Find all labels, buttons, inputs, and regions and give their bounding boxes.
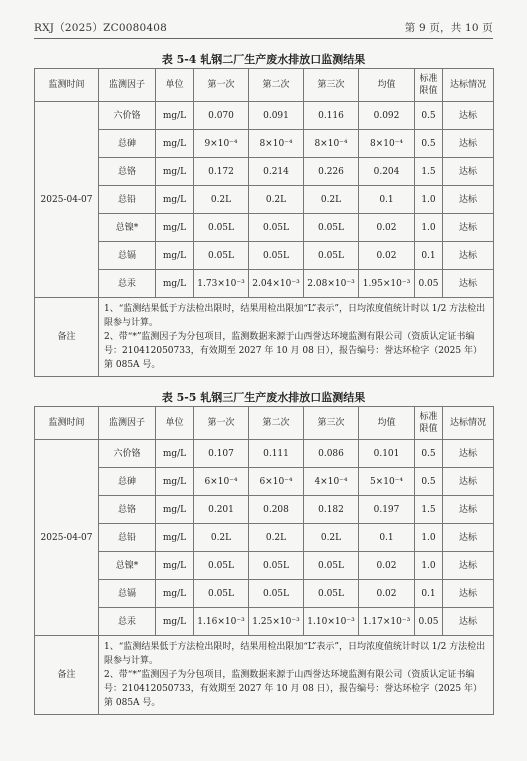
- column-header: 第三次: [304, 407, 359, 440]
- table-row: [35, 102, 494, 130]
- cell-factor: 六价铬: [99, 440, 156, 468]
- cell-unit: mg/L: [156, 552, 194, 580]
- cell-status: 达标: [443, 608, 494, 636]
- column-header: 单位: [156, 407, 194, 440]
- column-header: 监测时间: [35, 69, 99, 102]
- cell-v1: 0.2L: [194, 524, 249, 552]
- table-row: [35, 468, 494, 496]
- page-number: 第 9 页，共 10 页: [404, 22, 493, 34]
- column-header: 单位: [156, 69, 194, 102]
- cell-v3: 4×10⁻⁴: [304, 468, 359, 496]
- note-line: 1、“监测结果低于方法检出限时，结果用检出限加“L”表示”，日均浓度值统计时以 1/2 方法检出限参与计算。: [104, 304, 486, 328]
- cell-status: 达标: [443, 130, 494, 158]
- cell-factor: 总砷: [99, 130, 156, 158]
- cell-unit: mg/L: [156, 130, 194, 158]
- cell-limit: 1.5: [415, 158, 443, 186]
- cell-limit: 1.0: [415, 186, 443, 214]
- table-row: [35, 130, 494, 158]
- cell-v3: 0.226: [304, 158, 359, 186]
- cell-limit: 0.1: [415, 242, 443, 270]
- cell-v2: 0.214: [249, 158, 304, 186]
- cell-v1: 9×10⁻⁴: [194, 130, 249, 158]
- cell-avg: 1.17×10⁻³: [359, 608, 415, 636]
- cell-v2: 6×10⁻⁴: [249, 468, 304, 496]
- cell-v3: 8×10⁻⁴: [304, 130, 359, 158]
- cell-status: 达标: [443, 468, 494, 496]
- cell-v1: 0.172: [194, 158, 249, 186]
- cell-status: 达标: [443, 552, 494, 580]
- table-row: [35, 242, 494, 270]
- notes-label: 备注: [35, 298, 99, 377]
- note-line: 2、带“*”监测因子为分包项目，监测数据来源于山西誉达环境监测有限公司（资质认定证书编号：210412050733，有效期至 2027 年 10 月 08 日），报告编号：誉达环检字（2025 年）第 085A 号。: [104, 670, 482, 708]
- column-header: 第一次: [194, 407, 249, 440]
- cell-avg: 0.02: [359, 580, 415, 608]
- column-header: 标准限值: [415, 407, 443, 440]
- notes-row: [35, 636, 494, 715]
- notes-text: [99, 298, 494, 377]
- cell-limit: 0.05: [415, 608, 443, 636]
- cell-v1: 0.070: [194, 102, 249, 130]
- cell-factor: 总汞: [99, 608, 156, 636]
- cell-v2: 0.05L: [249, 214, 304, 242]
- cell-v2: 8×10⁻⁴: [249, 130, 304, 158]
- cell-factor: 总汞: [99, 270, 156, 298]
- cell-factor: 总砷: [99, 468, 156, 496]
- cell-v2: 2.04×10⁻³: [249, 270, 304, 298]
- cell-unit: mg/L: [156, 270, 194, 298]
- page-header: [34, 20, 493, 35]
- notes-row: [35, 298, 494, 377]
- column-header: 均值: [359, 407, 415, 440]
- cell-unit: mg/L: [156, 440, 194, 468]
- cell-v2: 0.2L: [249, 186, 304, 214]
- table-row: [35, 524, 494, 552]
- table-row: [35, 608, 494, 636]
- cell-v1: 6×10⁻⁴: [194, 468, 249, 496]
- cell-factor: 总铬: [99, 496, 156, 524]
- cell-v2: 0.05L: [249, 242, 304, 270]
- cell-status: 达标: [443, 186, 494, 214]
- notes-text: [99, 636, 494, 715]
- cell-avg: 0.1: [359, 186, 415, 214]
- cell-limit: 1.0: [415, 214, 443, 242]
- report-number: RXJ（2025）ZC0080408: [34, 22, 168, 34]
- cell-v1: 0.05L: [194, 242, 249, 270]
- cell-unit: mg/L: [156, 102, 194, 130]
- cell-v3: 2.08×10⁻³: [304, 270, 359, 298]
- cell-avg: 0.02: [359, 552, 415, 580]
- cell-v3: 0.05L: [304, 214, 359, 242]
- cell-v1: 1.73×10⁻³: [194, 270, 249, 298]
- cell-v2: 0.111: [249, 440, 304, 468]
- cell-limit: 0.5: [415, 130, 443, 158]
- table-caption: 表 5-4 轧钢二厂生产废水排放口监测结果: [161, 53, 366, 66]
- column-header: 第二次: [249, 407, 304, 440]
- cell-status: 达标: [443, 158, 494, 186]
- cell-limit: 0.5: [415, 102, 443, 130]
- cell-v2: 1.25×10⁻³: [249, 608, 304, 636]
- column-header: 标准限值: [415, 69, 443, 102]
- cell-v1: 0.05L: [194, 552, 249, 580]
- cell-avg: 8×10⁻⁴: [359, 130, 415, 158]
- cell-v1: 0.05L: [194, 214, 249, 242]
- table-row: [35, 270, 494, 298]
- cell-avg: 5×10⁻⁴: [359, 468, 415, 496]
- cell-unit: mg/L: [156, 608, 194, 636]
- monitoring-date: 2025-04-07: [35, 102, 99, 298]
- table-row: [35, 158, 494, 186]
- cell-factor: 总铬: [99, 158, 156, 186]
- monitoring-date: 2025-04-07: [35, 440, 99, 636]
- note-line: 2、带“*”监测因子为分包项目，监测数据来源于山西誉达环境监测有限公司（资质认定证书编号：210412050733，有效期至 2027 年 10 月 08 日），报告编号：誉达环检字（2025 年）第 085A 号。: [104, 332, 482, 370]
- table-row: [35, 580, 494, 608]
- table-caption: 表 5-5 轧钢三厂生产废水排放口监测结果: [161, 391, 366, 404]
- cell-factor: 总镍*: [99, 552, 156, 580]
- cell-factor: 总铅: [99, 524, 156, 552]
- cell-avg: 0.204: [359, 158, 415, 186]
- cell-unit: mg/L: [156, 580, 194, 608]
- header-row: [35, 69, 494, 102]
- cell-status: 达标: [443, 524, 494, 552]
- header-rule: [34, 38, 493, 39]
- column-header: 达标情况: [443, 407, 494, 440]
- cell-avg: 0.02: [359, 214, 415, 242]
- cell-avg: 1.95×10⁻³: [359, 270, 415, 298]
- column-header: 监测因子: [99, 407, 156, 440]
- cell-v3: 0.05L: [304, 242, 359, 270]
- cell-limit: 0.5: [415, 440, 443, 468]
- column-header: 第三次: [304, 69, 359, 102]
- cell-status: 达标: [443, 496, 494, 524]
- cell-status: 达标: [443, 270, 494, 298]
- cell-avg: 0.02: [359, 242, 415, 270]
- cell-factor: 总铅: [99, 186, 156, 214]
- cell-v2: 0.091: [249, 102, 304, 130]
- cell-unit: mg/L: [156, 214, 194, 242]
- cell-v1: 0.2L: [194, 186, 249, 214]
- cell-limit: 0.5: [415, 468, 443, 496]
- notes-label: 备注: [35, 636, 99, 715]
- monitoring-table: [34, 406, 494, 715]
- cell-v2: 0.208: [249, 496, 304, 524]
- cell-unit: mg/L: [156, 186, 194, 214]
- cell-avg: 0.092: [359, 102, 415, 130]
- column-header: 均值: [359, 69, 415, 102]
- cell-avg: 0.197: [359, 496, 415, 524]
- cell-limit: 0.05: [415, 270, 443, 298]
- cell-v3: 0.182: [304, 496, 359, 524]
- cell-unit: mg/L: [156, 468, 194, 496]
- cell-v3: 0.05L: [304, 580, 359, 608]
- table-row: [35, 186, 494, 214]
- cell-avg: 0.101: [359, 440, 415, 468]
- cell-v2: 0.2L: [249, 524, 304, 552]
- column-header: 第一次: [194, 69, 249, 102]
- column-header: 第二次: [249, 69, 304, 102]
- cell-v3: 0.116: [304, 102, 359, 130]
- cell-v3: 1.10×10⁻³: [304, 608, 359, 636]
- cell-v2: 0.05L: [249, 580, 304, 608]
- cell-v3: 0.086: [304, 440, 359, 468]
- cell-v1: 1.16×10⁻³: [194, 608, 249, 636]
- cell-v3: 0.05L: [304, 552, 359, 580]
- cell-limit: 1.0: [415, 524, 443, 552]
- column-header: 达标情况: [443, 69, 494, 102]
- cell-factor: 总镍*: [99, 214, 156, 242]
- cell-limit: 1.5: [415, 496, 443, 524]
- cell-unit: mg/L: [156, 524, 194, 552]
- cell-status: 达标: [443, 214, 494, 242]
- cell-limit: 0.1: [415, 580, 443, 608]
- header-row: [35, 407, 494, 440]
- cell-status: 达标: [443, 102, 494, 130]
- cell-status: 达标: [443, 580, 494, 608]
- cell-v3: 0.2L: [304, 186, 359, 214]
- cell-status: 达标: [443, 440, 494, 468]
- cell-v1: 0.107: [194, 440, 249, 468]
- column-header: 监测时间: [35, 407, 99, 440]
- cell-factor: 总镉: [99, 580, 156, 608]
- note-line: 1、“监测结果低于方法检出限时，结果用检出限加“L”表示”，日均浓度值统计时以 1/2 方法检出限参与计算。: [104, 642, 486, 666]
- table-row: [35, 440, 494, 468]
- cell-v3: 0.2L: [304, 524, 359, 552]
- cell-unit: mg/L: [156, 242, 194, 270]
- monitoring-table: [34, 68, 494, 377]
- cell-factor: 总镉: [99, 242, 156, 270]
- cell-avg: 0.1: [359, 524, 415, 552]
- cell-limit: 1.0: [415, 552, 443, 580]
- cell-v1: 0.201: [194, 496, 249, 524]
- column-header: 监测因子: [99, 69, 156, 102]
- cell-factor: 六价铬: [99, 102, 156, 130]
- table-row: [35, 214, 494, 242]
- cell-unit: mg/L: [156, 158, 194, 186]
- cell-v2: 0.05L: [249, 552, 304, 580]
- cell-v1: 0.05L: [194, 580, 249, 608]
- table-row: [35, 496, 494, 524]
- cell-unit: mg/L: [156, 496, 194, 524]
- table-row: [35, 552, 494, 580]
- cell-status: 达标: [443, 242, 494, 270]
